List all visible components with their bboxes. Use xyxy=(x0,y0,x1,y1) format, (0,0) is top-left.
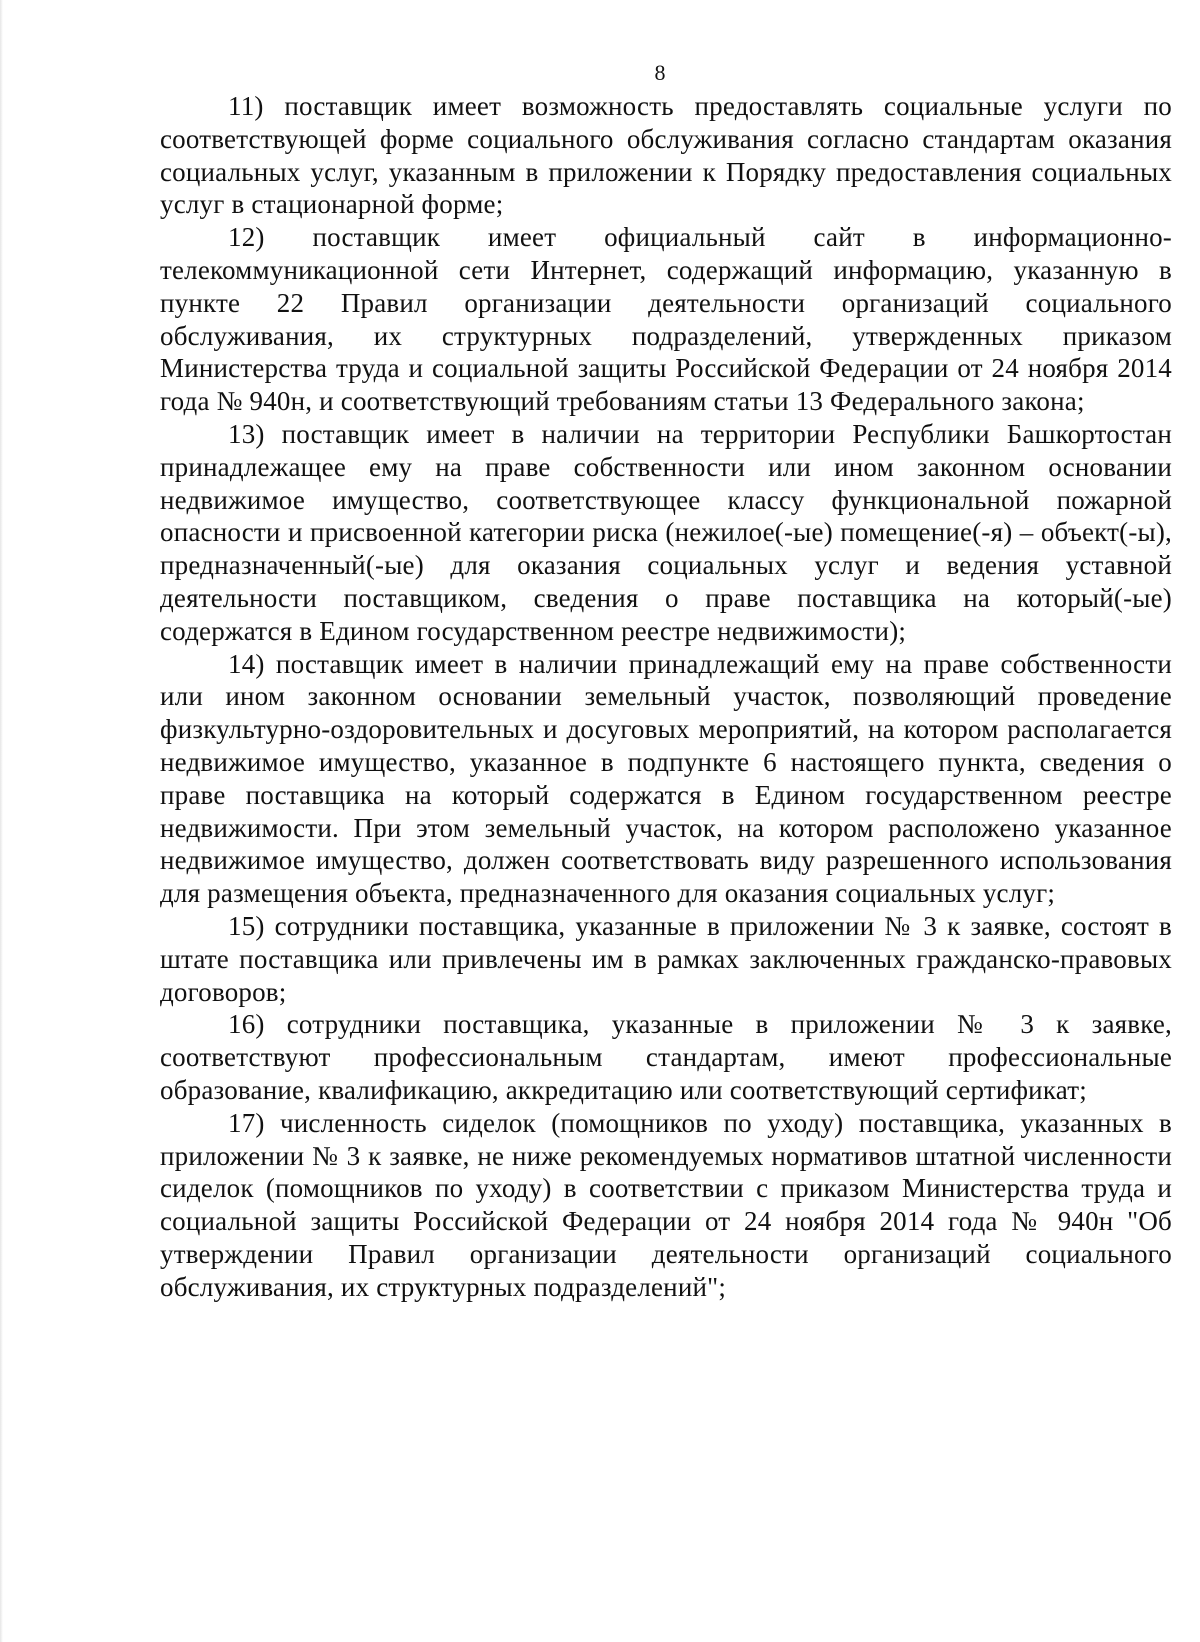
paragraph-item-12: 12) поставщик имеет официальный сайт в информационно-телекоммуникационной сети Интернет, содержащий информацию, указанную в пункте 22 Правил организации деятельности организаций социального обслуживания, их структурных подразделений, утвержденных приказом Министерства труда и социальной защиты Российской Федерации от 24 ноября 2014 года № 940н, и соответствующий требованиям статьи 13 Федерального закона; xyxy=(160,222,1172,417)
paragraph-item-13: 13) поставщик имеет в наличии на территории Республики Башкортостан принадлежащее ему на праве собственности или ином законном основании недвижимое имущество, соответствующее классу функциональной пожарной опасности и присвоенной категории риска (нежилое(-ые) помещение(-я) – объект(-ы), предназначенный(-ые) для оказания социальных услуг и ведения уставной деятельности поставщиком, сведения о праве поставщика на который(-ые) содержатся в Едином государственном реестре недвижимости); xyxy=(160,418,1172,646)
paragraph-item-11: 11) поставщик имеет возможность предоставлять социальные услуги по соответствующей форме социального обслуживания согласно стандартам оказания социальных услуг, указанным в приложении к Порядку предоставления социальных услуг в стационарной форме; xyxy=(160,91,1172,220)
paragraph-item-14: 14) поставщик имеет в наличии принадлежащий ему на праве собственности или ином законном основании земельный участок, позволяющий проведение физкультурно-оздоровительных и досуговых мероприятий, на котором располагается недвижимое имущество, указанное в подпункте 6 настоящего пункта, сведения о праве поставщика на который содержатся в Едином государственном реестре недвижимости. При этом земельный участок, на котором расположено указанное недвижимое имущество, должен соответствовать виду разрешенного использования для размещения объекта, предназначенного для оказания социальных услуг; xyxy=(160,648,1172,909)
paragraph-item-15: 15) сотрудники поставщика, указанные в приложении № 3 к заявке, состоят в штате поставщика или привлечены им в рамках заключенных гражданско-правовых договоров; xyxy=(160,910,1172,1007)
page-number: 8 xyxy=(654,60,666,85)
document-body xyxy=(160,90,1172,1303)
paragraph-item-16: 16) сотрудники поставщика, указанные в приложении № 3 к заявке, соответствуют профессиональным стандартам, имеют профессиональные образование, квалификацию, аккредитацию или соответствующий сертификат; xyxy=(160,1009,1172,1105)
scan-edge-shadow xyxy=(0,0,3,1642)
paragraph-item-17: 17) численность сиделок (помощников по уходу) поставщика, указанных в приложении № 3 к заявке, не ниже рекомендуемых нормативов штатной численности сиделок (помощников по уходу) в соответствии с приказом Министерства труда и социальной защиты Российской Федерации от 24 ноября 2014 года № 940н "Об утверждении Правил организации деятельности организаций социального обслуживания, их структурных подразделений"; xyxy=(160,1107,1172,1302)
